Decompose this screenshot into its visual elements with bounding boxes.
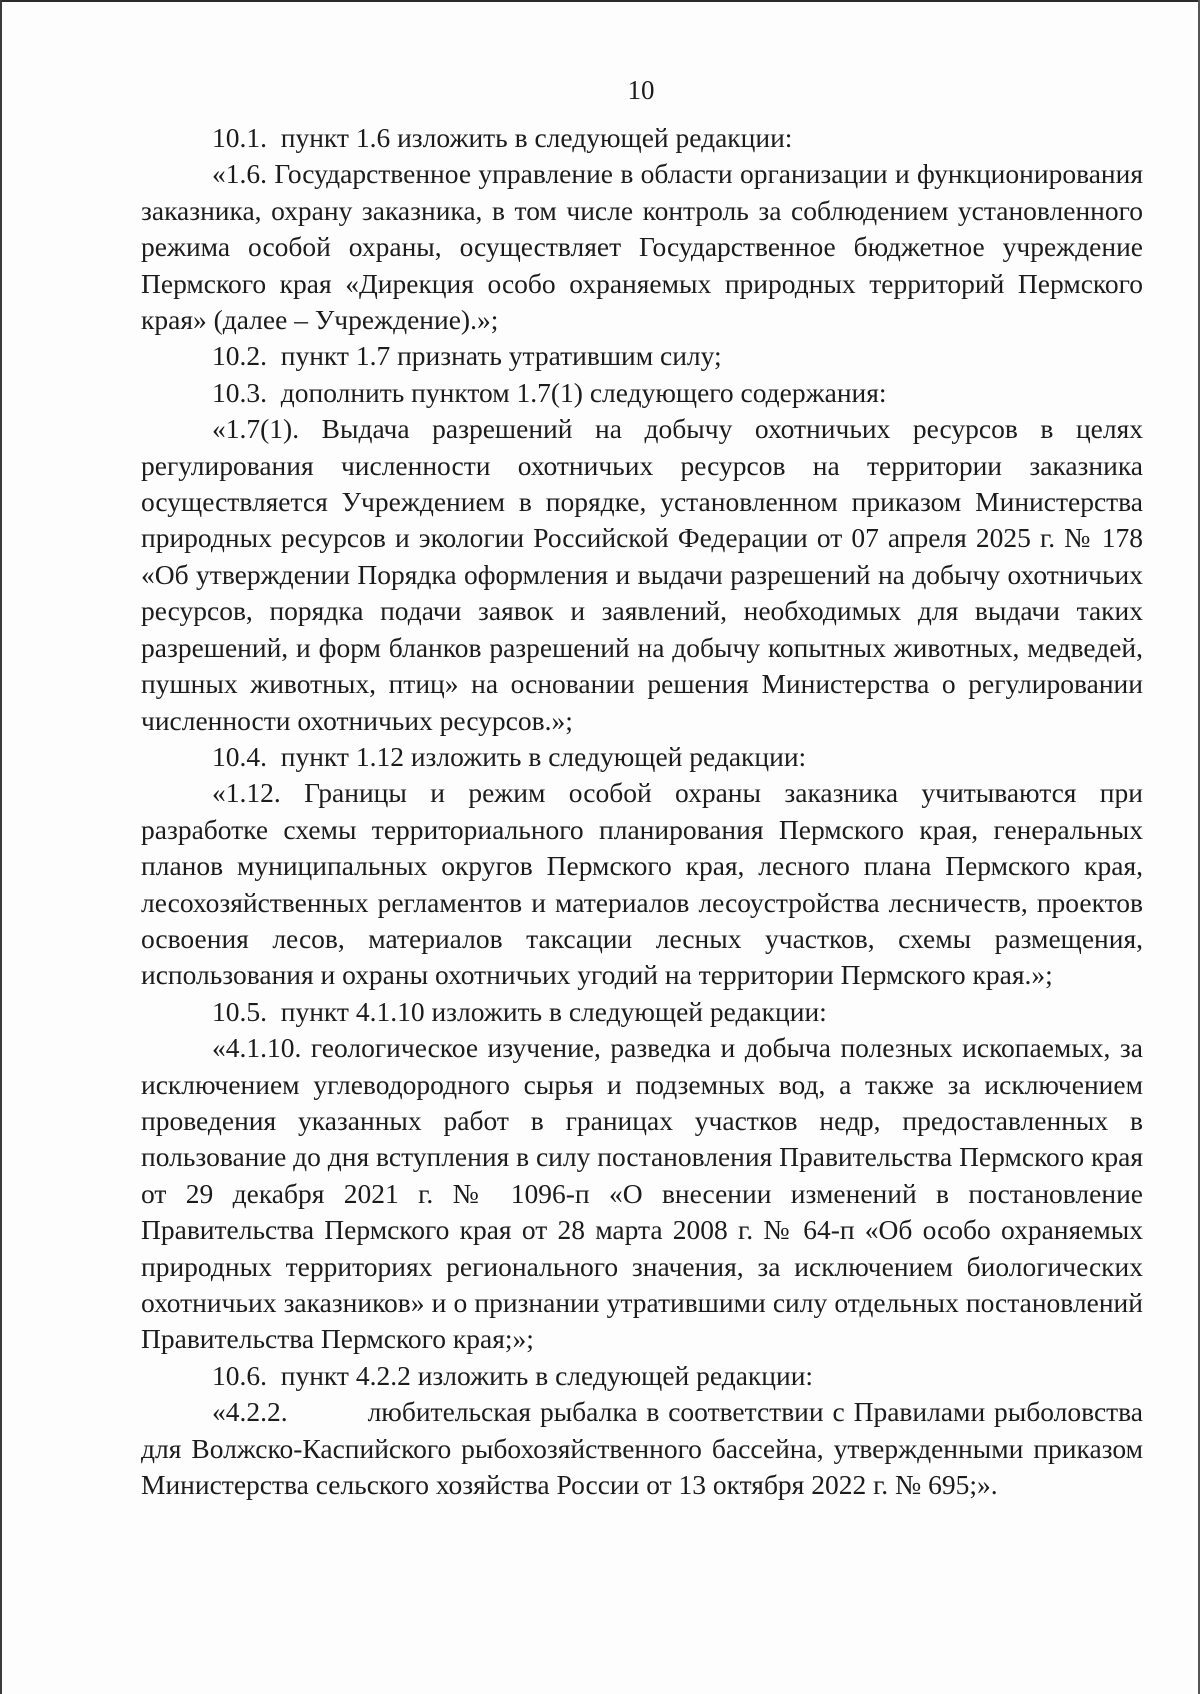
paragraph-10-5: 10.5. пункт 4.1.10 изложить в следующей редакции:	[212, 995, 827, 1027]
paragraph-1-7-1-text: «1.7(1). Выдача разрешений на добычу охотничьих ресурсов в целях регулирования численности охотничьих ресурсов на территории заказника осуществляется Учреждением в порядке, установленном приказом Министерства природных ресурсов и экологии Российской Федерации от 07 апреля 2025 г. № 178 «Об утверждении Порядка оформления и выдачи разрешений на добычу охотничьих ресурсов, порядка подачи заявок и заявлений, необходимых для выдачи таких разрешений, и форм бланков разрешений на добычу копытных животных, медведей, пушных животных, птиц» на основании решения Министерства о регулировании численности охотничьих ресурсов.»;	[141, 413, 1143, 736]
paragraph-4-1-10-text: «4.1.10. геологическое изучение, разведка и добыча полезных ископаемых, за исключением углеводородного сырья и подземных вод, а также за исключением проведения указанных работ в границах участков недр, предоставленных в пользование до дня вступления в силу постановления Правительства Пермского края от 29 декабря 2021 г. № 1096-п «О внесении изменений в постановление Правительства Пермского края от 28 марта 2008 г. № 64-п «Об особо охраняемых природных территориях регионального значения, за исключением биологических охотничьих заказников» и о признании утратившими силу отдельных постановлений Правительства Пермского края;»;	[141, 1032, 1143, 1355]
paragraph-1-6-text: «1.6. Государственное управление в области организации и функционирования заказника, охрану заказника, в том числе контроль за соблюдением установленного режима особой охраны, осуществляет Государственное бюджетное учреждение Пермского края «Дирекция особо охраняемых природных территорий Пермского края» (далее – Учреждение).»;	[141, 158, 1143, 336]
document-body	[141, 120, 1143, 1503]
paragraph-10-2: 10.2. пункт 1.7 признать утратившим силу;	[212, 340, 722, 372]
paragraph-10-6: 10.6. пункт 4.2.2 изложить в следующей редакции:	[212, 1359, 814, 1391]
paragraph-10-1: 10.1. пункт 1.6 изложить в следующей редакции:	[212, 122, 793, 153]
paragraph-4-2-2-text: «4.2.2. любительская рыбалка в соответствии с Правилами рыболовства для Волжско-Каспийского рыбохозяйственного бассейна, утвержденными приказом Министерства сельского хозяйства России от 13 октября 2022 г. № 695;».	[141, 1396, 1143, 1501]
scan-edge-top	[0, 0, 1200, 2]
paragraph-10-4: 10.4. пункт 1.12 изложить в следующей редакции:	[212, 740, 807, 772]
paragraph-10-3: 10.3. дополнить пунктом 1.7(1) следующего содержания:	[212, 376, 887, 408]
page-number: 10	[627, 75, 655, 105]
paragraph-1-12-text: «1.12. Границы и режим особой охраны заказника учитываются при разработке схемы территориального планирования Пермского края, генеральных планов муниципальных округов Пермского края, лесного плана Пермского края, лесохозяйственных регламентов и материалов лесоустройства лесничеств, проектов освоения лесов, материалов таксации лесных участков, схемы размещения, использования и охраны охотничьих угодий на территории Пермского края.»;	[141, 777, 1143, 991]
scan-edge-left	[0, 0, 2, 1694]
